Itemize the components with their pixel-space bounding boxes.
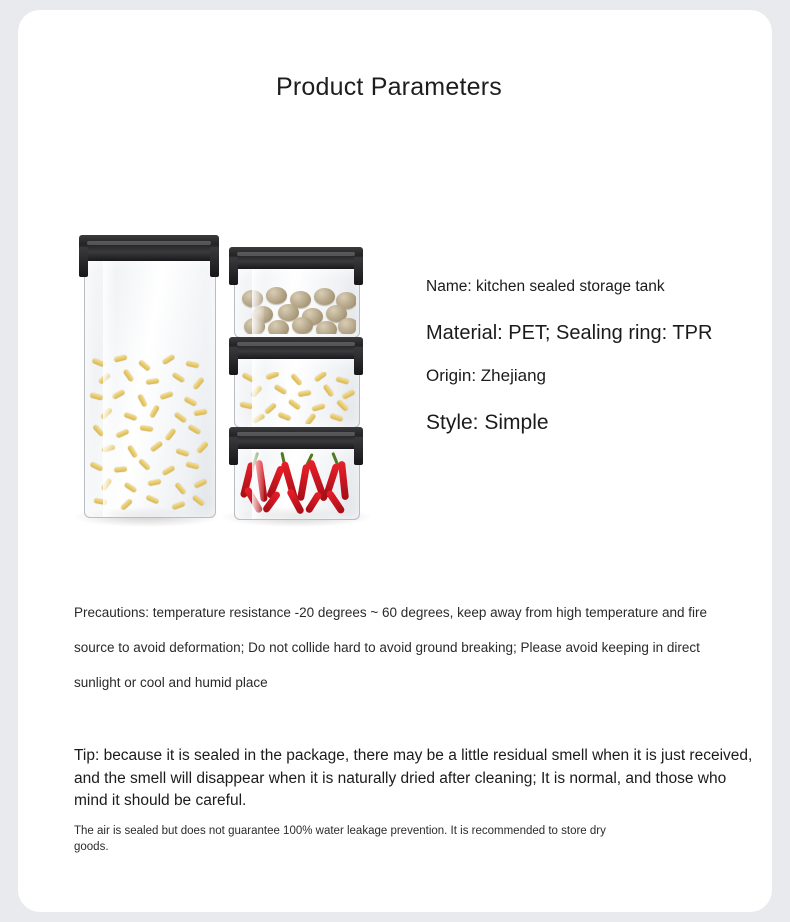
jar-contents-chili	[238, 452, 356, 516]
tall-jar-pasta	[84, 235, 214, 517]
spec-style: Style: Simple	[426, 411, 549, 434]
jar-body	[234, 449, 360, 520]
jar-clip-left	[229, 437, 238, 465]
jar-clip-right	[210, 247, 219, 277]
jar-clip-right	[354, 437, 363, 465]
jar-body	[84, 261, 216, 518]
jar-contents-pasta	[238, 372, 356, 424]
jar-clip-right	[354, 257, 363, 285]
spec-name: Name: kitchen sealed storage tank	[426, 278, 665, 295]
jar-clip-left	[229, 347, 238, 375]
spec-origin: Origin: Zhejiang	[426, 366, 547, 385]
spec-material: Material: PET; Sealing ring: TPR	[426, 322, 713, 344]
jar-lid	[229, 427, 363, 449]
product-image	[62, 215, 402, 535]
precautions-text: Precautions: temperature resistance -20 degrees ~ 60 degrees, keep away from high temperature and fire source to avoid deformation; Do not collide hard to avoid ground breaking; Please avoid keeping in direct sunlight or cool and humid place	[74, 605, 707, 690]
jar-clip-left	[229, 257, 238, 285]
small-jar-pasta	[234, 337, 358, 427]
jar-body	[234, 269, 360, 338]
spec-list	[426, 278, 766, 435]
jar-body	[234, 359, 360, 428]
product-detail-card	[18, 10, 772, 912]
subnote-text: The air is sealed but does not guarantee 100% water leakage prevention. It is recommended to store dry goods.	[74, 825, 606, 853]
jar-clip-left	[79, 247, 88, 277]
tip-text: Tip: because it is sealed in the package, there may be a little residual smell when it is just received, and the smell will disappear when it is naturally dried after cleaning; It is normal, and those who mind it should be careful.	[74, 747, 753, 809]
jar-lid	[79, 235, 219, 261]
small-jar-chili	[234, 427, 358, 519]
jar-contents-pasta	[88, 354, 212, 514]
jar-contents-nuts	[238, 286, 356, 334]
small-jar-nuts	[234, 247, 358, 337]
jar-lid	[229, 247, 363, 269]
jar-clip-right	[354, 347, 363, 375]
page-title: Product Parameters	[276, 73, 502, 101]
jar-lid	[229, 337, 363, 359]
